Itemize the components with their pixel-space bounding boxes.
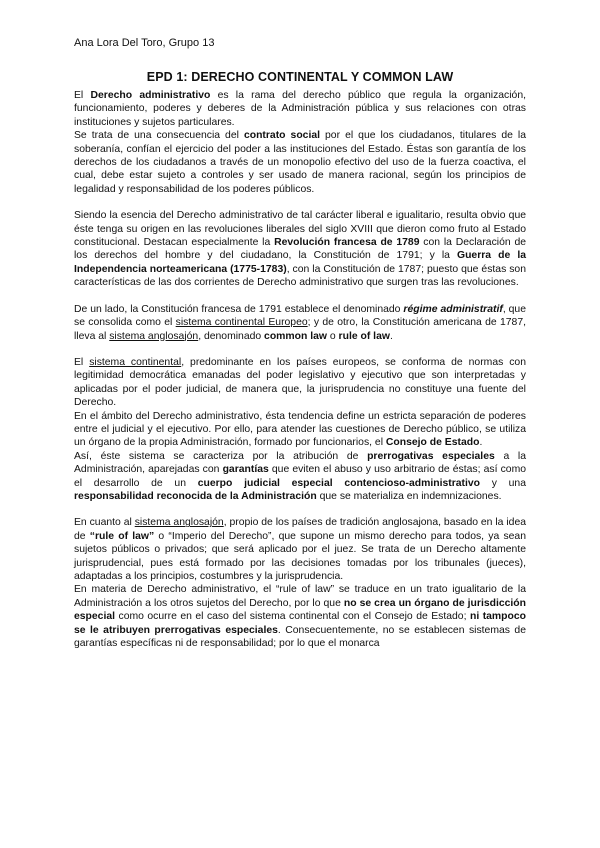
bold-term: Consejo de Estado [385,437,480,449]
document-body [74,89,526,650]
bold-term: cuerpo judicial especial contencioso-administrativo [197,477,481,489]
paragraph-sistema-anglosajon: En cuanto al sistema anglosajón, propio de los países de tradición anglosajona, basado en la idea de “rule of law” o “Imperio del Derecho”, que supone un mismo derecho para todos, ya sean sujetos públicos o privados; que será aplicado por el juez. Se trata de un Derecho altamente jurisprudencial, pues está formado por las decisiones tomadas por los tribunales (jueces), adaptadas a los principios, costumbres y la jurisprudencia. [74,517,527,582]
underlined-term: sistema continental [89,356,182,368]
bold-term: Derecho administrativo [90,90,211,101]
bold-term: “rule of law” [89,530,155,542]
bold-term: ni tampoco se le atribuyen prerrogativas especiales [74,611,526,636]
bold-term: prerrogativas especiales [367,450,495,462]
bold-term: Revolución francesa de 1789 [274,237,420,249]
bold-italic-term: régime administratif [403,303,503,315]
bold-term: common law [264,330,327,342]
paragraph-contrato-social: Se trata de una consecuencia del contrato social por el que los ciudadanos, titulares de la soberanía, confían el ejercicio del poder a las instituciones del Estado. Éstas son garantía de los derechos de los ciudadanos a través de un monopolio efectivo del uso de la fuerza coactiva, el cual, debe estar sujeto a controles y ser usado de manera racional, según los principios de legalidad y responsabilidad de los poderes públicos. [74,130,526,195]
bold-term: responsabilidad reconocida de la Administración [74,490,317,502]
underlined-term: sistema anglosajón [109,330,199,342]
bold-term: garantías [222,464,269,476]
bold-term: Guerra de la Independencia norteamericana (1775-1783) [74,250,526,275]
paragraph-separacion-poderes: En el ámbito del Derecho administrativo, ésta tendencia define un estricta separación de poderes entre el judicial y el ejecutivo. Por ello, para atender las cuestiones de Derecho público, se utiliza un órgano de la propia Administración, formado por funcionarios, el Consejo de Estado. [74,410,526,449]
paragraph-intro: El Derecho administrativo es la rama del derecho público que regula la organización, funcionamiento, poderes y deberes de la Administración pública y sus relaciones con otras instituciones y sujetos particulares. [74,90,526,128]
bold-term: rule of law [338,330,390,342]
paragraph-sistema-continental: El sistema continental, predominante en los países europeos, se conforma de normas con legitimidad democrática emanadas del poder legislativo y ejecutivo que son interpretadas y aplicadas por el poder judicial, de manera que, la jurisprudencia no constituye una fuente del Derecho. [74,356,526,409]
paragraph-rule-of-law: En materia de Derecho administrativo, el “rule of law” se traduce en un trato igualitario de la Administración a los otros sujetos del Derecho, por lo que no se crea un órgano de jurisdicción especial como ocurre en el caso del sistema continental con el Consejo de Estado; ni tampoco se le atribuyen prerrogativas especiales. Consecuentemente, no se establecen sistemas de garantías específicas ni de responsabilidad; por lo que el monarca [74,584,526,650]
paragraph-dos-sistemas: De un lado, la Constitución francesa de 1791 establece el denominado régime administratif, que se consolida como el sistema continental Europeo; y de otro, la Constitución americana de 1787, lleva al sistema anglosajón, denominado common law o rule of law. [74,303,526,342]
author-header: Ana Lora Del Toro, Grupo 13 [74,37,215,49]
underlined-term: sistema anglosajón [134,517,224,529]
paragraph-prerrogativas: Así, éste sistema se caracteriza por la atribución de prerrogativas especiales a la Administración, aparejadas con garantías que eviten el abuso y uso arbitrario de éstas; así como el desarrollo de un cuerpo judicial especial contencioso-administrativo y una responsabilidad reconocida de la Administración que se materializa en indemnizaciones. [74,450,527,502]
paragraph-origen: Siendo la esencia del Derecho administrativo de tal carácter liberal e igualitario, resulta obvio que éste tenga su origen en las revoluciones liberales del siglo XVIII que dieron como fruto al Estado constitucional. Destacan especialmente la Revolución francesa de 1789 con la Declaración de los derechos del hombre y del ciudadano, la Constitución de 1791; y la Guerra de la Independencia norteamericana (1775-1783), con la Constitución de 1787; puesto que éstas son características de las dos corrientes de Derecho administrativo que surgen tras las revoluciones. [74,210,526,289]
bold-term: no se crea un órgano de jurisdicción especial [74,597,526,623]
document-title: EPD 1: DERECHO CONTINENTAL Y COMMON LAW [146,70,454,84]
bold-term: contrato social [243,130,320,142]
underlined-term: sistema continental Europeo [175,317,308,329]
